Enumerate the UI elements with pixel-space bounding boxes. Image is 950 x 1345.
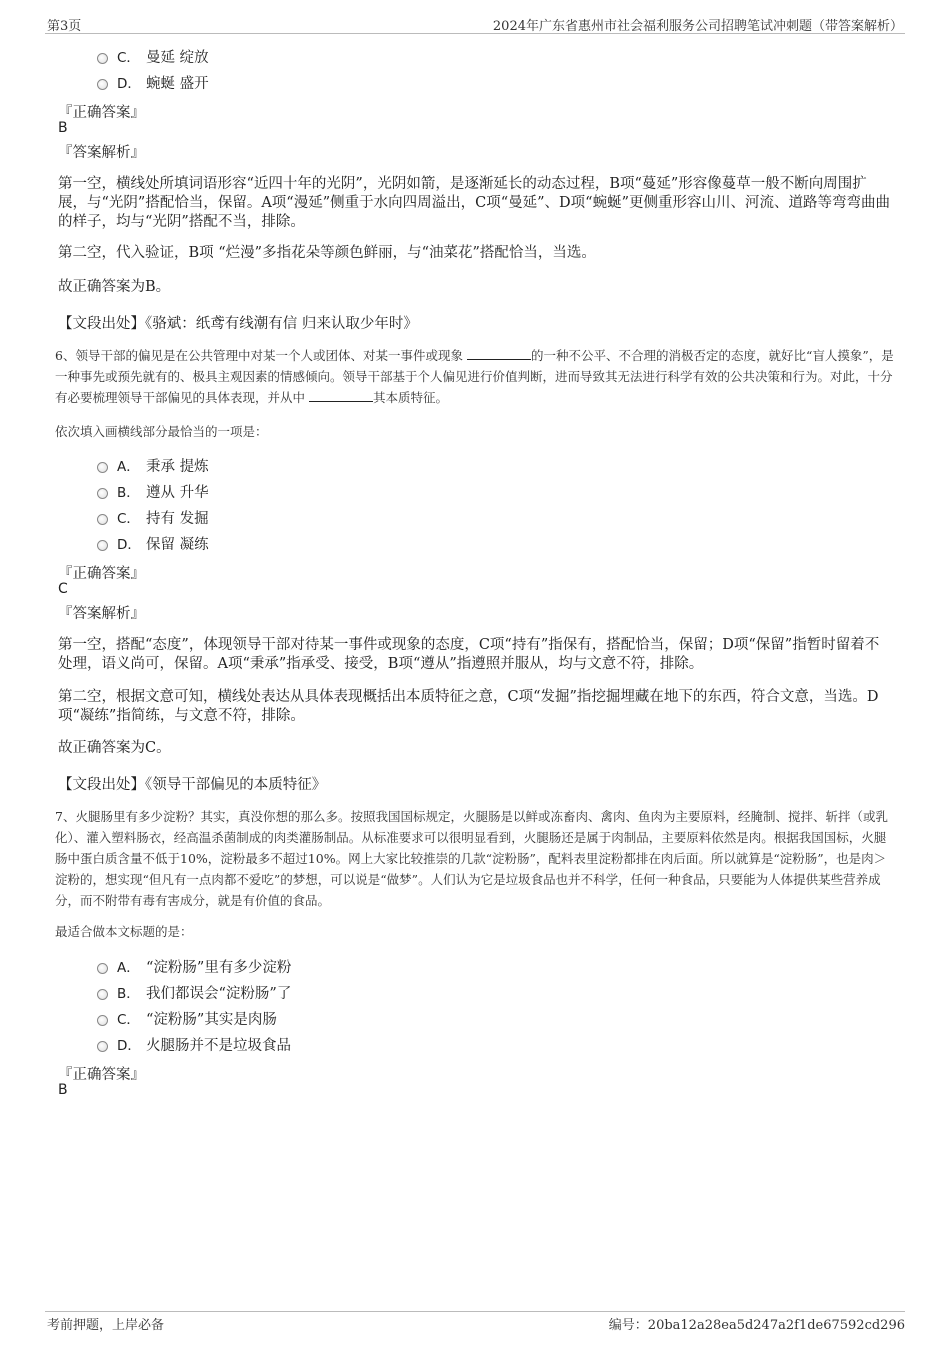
option-letter: B． — [117, 986, 140, 1002]
q5-analysis-para-3: 故正确答案为B。 — [58, 279, 171, 295]
q6-option-c[interactable] — [97, 507, 209, 527]
radio-icon[interactable] — [97, 79, 108, 90]
option-text: “淀粉肠”其实是肉肠 — [146, 1011, 277, 1028]
q5-option-d[interactable] — [97, 72, 209, 92]
q7-question-text: 7、火腿肠里有多少淀粉？其实，真没你想的那么多。按照我国国标规定，火腿肠是以鲜或冻畜肉、禽肉、鱼肉为主要原料，经腌制、搅拌、斩拌（或乳化）、灌入塑料肠衣，经高温杀菌制成的肉类灌肠制品。从标准要求可以很明显看到，火腿肠还是属于肉制品，主要原料依然是肉。根据我国国标，火腿肠中蛋白质含量不低于10%，淀粉最多不超过10%。网上大家比较推崇的几款“淀粉肠”，配料表里淀粉都排在肉后面。所以就算是“淀粉肠”，也是肉＞淀粉的，想实现“但凡有一点肉都不爱吃”的梦想，可以说是“做梦”。人们认为它是垃圾食品也并不科学，任何一种食品，只要能为人体提供某些营养成分，而不附带有毒有害成分，就是有价值的食品。 — [55, 809, 888, 908]
radio-icon[interactable] — [97, 540, 108, 551]
q6-answer-label: 『正确答案』 — [58, 566, 145, 582]
q7-answer: B — [58, 1082, 68, 1098]
header-divider — [45, 33, 905, 34]
q5-answer-label: 『正确答案』 — [58, 105, 145, 121]
q5-analysis-para-2: 第二空，代入验证，B项 “烂漫”多指花朵等颜色鲜丽，与“油菜花”搭配恰当，当选。 — [58, 245, 596, 261]
option-text: 火腿肠并不是垃圾食品 — [146, 1037, 291, 1054]
q7-option-c[interactable] — [97, 1008, 277, 1028]
q7-option-d[interactable] — [97, 1034, 291, 1054]
q7-answer-label: 『正确答案』 — [58, 1067, 145, 1083]
option-letter: D． — [117, 537, 141, 553]
option-letter: C． — [117, 50, 140, 66]
option-letter: C． — [117, 511, 140, 527]
document-id: 编号：20ba12a28ea5d247a2f1de67592cd296 — [608, 1318, 905, 1333]
q7-option-b[interactable] — [97, 982, 291, 1002]
q6-answer: C — [58, 581, 68, 597]
document-title: 2024年广东省惠州市社会福利服务公司招聘笔试冲刺题（带答案解析） — [492, 19, 903, 34]
radio-icon[interactable] — [97, 963, 108, 974]
option-letter: D． — [117, 76, 141, 92]
option-text: “淀粉肠”里有多少淀粉 — [146, 959, 292, 976]
q6-option-a[interactable] — [97, 455, 209, 475]
option-text: 遵从 升华 — [146, 484, 209, 501]
answer-blank — [467, 347, 531, 360]
q6-text-part-c: 其本质特征。 — [373, 390, 449, 405]
q5-option-c[interactable] — [97, 46, 209, 66]
q5-source: 【文段出处】《骆斌：纸鸢有线潮有信 归来认取少年时》 — [58, 316, 418, 332]
q5-analysis-para-1: 第一空，横线处所填词语形容“近四十年的光阴”，光阴如箭，是逐渐延长的动态过程，B项“蔓延”形容像蔓草一般不断向周围扩展，与“光阴”搭配恰当，保留。A项“漫延”侧重于水向四周溢出，C项“曼延”、D项“蜿蜒”更侧重形容山川、河流、道路等弯弯曲曲的样子，均与“光阴”搭配不当，排除。 — [58, 176, 890, 230]
option-letter: B． — [117, 485, 140, 501]
option-text: 持有 发掘 — [146, 510, 209, 527]
q6-option-b[interactable] — [97, 481, 209, 501]
q6-question-text — [55, 345, 895, 408]
radio-icon[interactable] — [97, 53, 108, 64]
q6-text-part-a: 6、领导干部的偏见是在公共管理中对某一个人或团体、对某一事件或现象 — [55, 348, 463, 363]
option-text: 蜿蜒 盛开 — [146, 75, 209, 92]
radio-icon[interactable] — [97, 488, 108, 499]
q6-analysis-para-2: 第二空，根据文意可知，横线处表达从具体表现概括出本质特征之意，C项“发掘”指挖掘埋藏在地下的东西，符合文意，当选。D项“凝练”指简练，与文意不符，排除。 — [58, 689, 879, 724]
option-text: 曼延 绽放 — [146, 49, 209, 66]
q6-text-part-b: 的一种不公平、不合理的消极否定的态度，就好比“盲人摸象”，是一种事先或预先就有的、极具主观因素的情感倾向。领导干部基于个人偏见进行价值判断，进而导致其无法进行科学有效的公共决策和行为。对此，十分有必要梳理领导干部偏见的具体表现，并从中 — [55, 348, 894, 405]
option-letter: D． — [117, 1038, 141, 1054]
footer-divider — [45, 1311, 905, 1312]
option-letter: A． — [117, 960, 140, 976]
answer-blank — [309, 389, 373, 402]
q6-option-d[interactable] — [97, 533, 209, 553]
q5-answer: B — [58, 120, 68, 136]
radio-icon[interactable] — [97, 989, 108, 1000]
q6-prompt: 依次填入画横线部分最恰当的一项是： — [55, 424, 268, 439]
q5-analysis-label: 『答案解析』 — [58, 145, 145, 161]
radio-icon[interactable] — [97, 1015, 108, 1026]
option-text: 保留 凝练 — [146, 536, 209, 553]
q7-option-a[interactable] — [97, 956, 291, 976]
option-text: 我们都误会“淀粉肠”了 — [146, 985, 292, 1002]
page-number: 第3页 — [47, 19, 82, 34]
radio-icon[interactable] — [97, 462, 108, 473]
q7-prompt: 最适合做本文标题的是： — [55, 924, 193, 939]
option-text: 秉承 提炼 — [146, 458, 209, 475]
option-letter: C． — [117, 1012, 140, 1028]
radio-icon[interactable] — [97, 514, 108, 525]
q6-analysis-para-3: 故正确答案为C。 — [58, 740, 171, 756]
q6-analysis-label: 『答案解析』 — [58, 606, 145, 622]
radio-icon[interactable] — [97, 1041, 108, 1052]
footer-slogan: 考前押题，上岸必备 — [47, 1318, 165, 1333]
option-letter: A． — [117, 459, 140, 475]
q6-source: 【文段出处】《领导干部偏见的本质特征》 — [58, 777, 327, 793]
q6-analysis-para-1: 第一空，搭配“态度”，体现领导干部对待某一事件或现象的态度，C项“持有”指保有，搭配恰当，保留；D项“保留”指暂时留着不处理，语义尚可，保留。A项“秉承”指承受、接受，B项“遵从”指遵照并服从，均与文意不符，排除。 — [58, 637, 880, 672]
